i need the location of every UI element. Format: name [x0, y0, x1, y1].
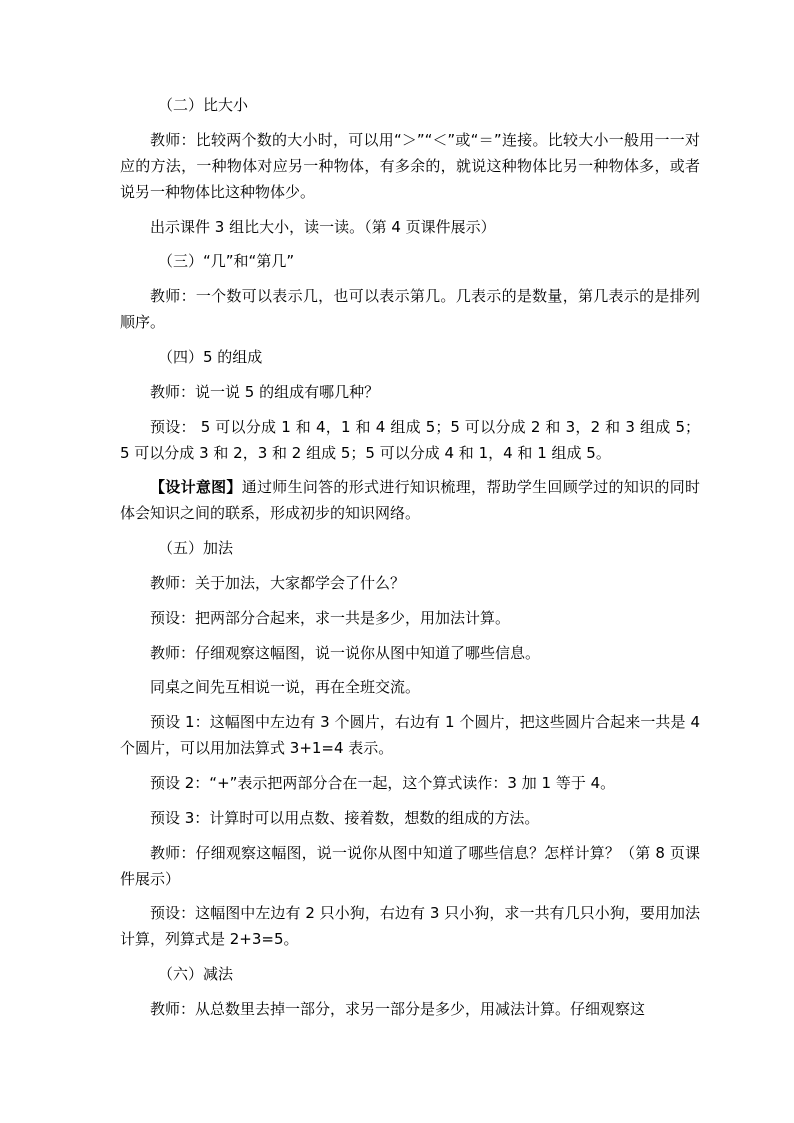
- deskmate-discussion-paragraph: 同桌之间先互相说一说，再在全班交流。: [150, 678, 421, 697]
- teacher-paragraph-compare: 教师：比较两个数的大小时，可以用“＞”“＜”或“＝”连接。比较大小一般用一一对应的方法，一种物体对应另一种物体，有多余的，就说这种物体比另一种物体多，或者说另一种物体比这种物体少。: [120, 130, 700, 201]
- teacher-paragraph-addition-question: 教师：关于加法，大家都学会了什么？: [150, 573, 406, 592]
- section-heading-ordinal: （三）“几”和“第几”: [158, 252, 295, 271]
- section-heading-subtraction: （六）减法: [158, 965, 234, 984]
- section-heading-composition-of-5: （四）5 的组成: [158, 347, 263, 366]
- courseware-paragraph-compare: 出示课件 3 组比大小，读一读。（第 4 页课件展示）: [150, 217, 496, 236]
- teacher-paragraph-ordinal: 教师：一个数可以表示几，也可以表示第几。几表示的是数量，第几表示的是排列顺序。: [120, 287, 700, 332]
- preset-paragraph-puppies: 预设：这幅图中左边有 2 只小狗，右边有 3 只小狗，求一共有几只小狗，要用加法计算，列算式是 2+3=5。: [120, 904, 700, 949]
- design-intent-paragraph: [120, 474, 700, 526]
- design-intent-label: 【设计意图】: [150, 478, 242, 497]
- preset-paragraph-addition: 预设：把两部分合起来，求一共是多少，用加法计算。: [150, 608, 511, 627]
- design-intent-text: 通过师生问答的形式进行知识梳理，帮助学生回顾学过的知识的同时体会知识之间的联系，形成初步的知识网络。: [120, 478, 700, 523]
- document-page: [120, 92, 700, 1031]
- teacher-paragraph-how-to-calculate: 教师：仔细观察这幅图，说一说你从图中知道了哪些信息？怎样计算？（第 8 页课件展示）: [120, 843, 700, 888]
- section-heading-addition: （五）加法: [158, 539, 234, 558]
- preset-2-paragraph: 预设 2：“+”表示把两部分合在一起，这个算式读作：3 加 1 等于 4。: [150, 773, 616, 792]
- preset-paragraph-composition: 预设： 5 可以分成 1 和 4，1 和 4 组成 5；5 可以分成 2 和 3，2 和 3 组成 5；5 可以分成 3 和 2，3 和 2 组成 5；5 可以分成 4 和 1，4 和 1 组成 5。: [120, 417, 700, 462]
- teacher-paragraph-subtraction: 教师：从总数里去掉一部分，求另一部分是多少，用减法计算。仔细观察这: [150, 999, 646, 1018]
- teacher-paragraph-composition: 教师：说一说 5 的组成有哪几种？: [150, 382, 380, 401]
- preset-1-paragraph: 预设 1：这幅图中左边有 3 个圆片，右边有 1 个圆片，把这些圆片合起来一共是 4 个圆片，可以用加法算式 3+1=4 表示。: [120, 713, 700, 758]
- preset-3-paragraph: 预设 3：计算时可以用点数、接着数，想数的组成的方法。: [150, 808, 540, 827]
- teacher-paragraph-observe-picture: 教师：仔细观察这幅图，说一说你从图中知道了哪些信息。: [150, 643, 541, 662]
- section-heading-compare-size: （二）比大小: [158, 96, 249, 114]
